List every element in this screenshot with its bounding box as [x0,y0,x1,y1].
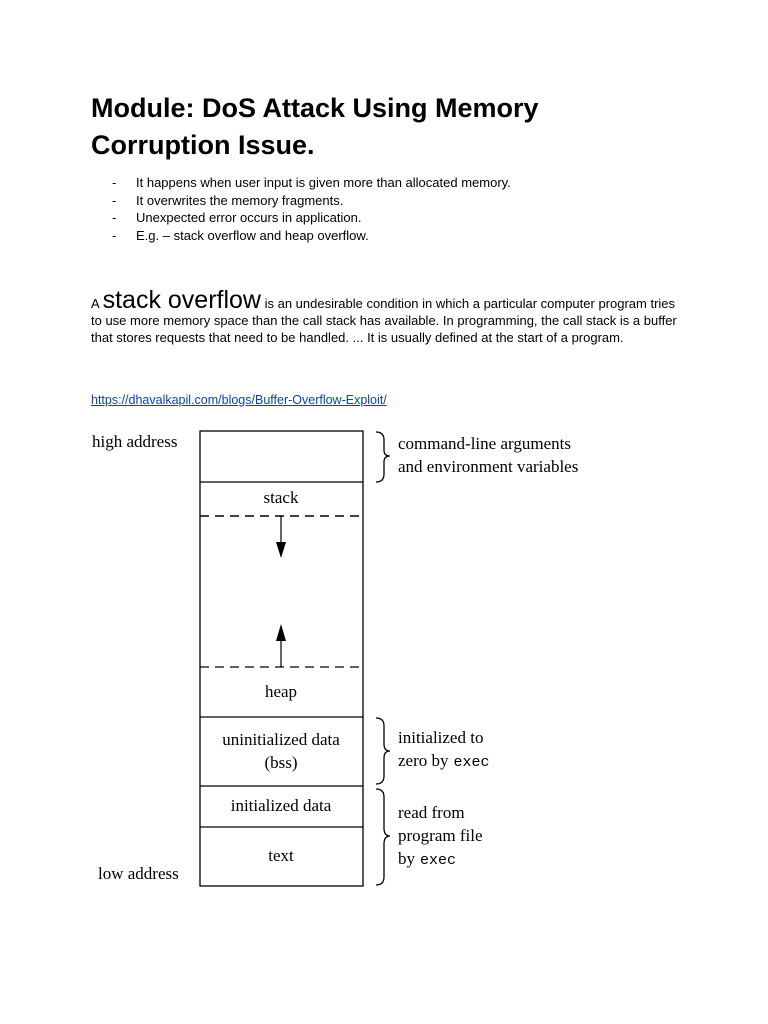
paragraph-term: stack overflow [102,286,261,314]
exec-keyword: exec [420,852,457,869]
read-annotation-line3 [398,849,456,869]
bullet-marker: - [112,227,117,243]
brace-icon [376,718,390,784]
up-arrow-icon [276,624,286,641]
list-item-text: It overwrites the memory fragments. [136,192,344,208]
bss-sublabel: (bss) [264,753,298,772]
reference-link[interactable]: https://dhavalkapil.com/blogs/Buffer-Overflow-Exploit/ [91,393,387,407]
read-annotation: read from [398,803,465,822]
text-segment-label: text [268,846,294,865]
low-address-label: low address [98,864,179,883]
initialized-data-label: initialized data [230,796,332,815]
paragraph-lead: A [91,296,99,311]
bullet-marker: - [112,192,117,208]
paragraph-body: is an undesirable condition in which a particular computer program tries to use more memory space than the call stack has available. In programming, the call stack is a buffer that stores requests that need to be handled. ... It is usually defined at the start of a program. [91,296,677,345]
list-item-text: It happens when user input is given more than allocated memory. [136,175,511,190]
exec-keyword: exec [453,754,490,771]
init-zero-annotation: initialized to [398,728,484,747]
high-address-label: high address [92,432,178,451]
read-annotation-line2: program file [398,826,483,845]
list-item-text: Unexpected error occurs in application. [136,210,362,225]
list-item-text: E.g. – stack overflow and heap overflow. [136,227,369,243]
brace-icon [376,789,390,885]
bss-label: uninitialized data [222,730,340,749]
heap-label: heap [264,682,298,701]
down-arrow-icon [276,542,286,558]
brace-icon [376,432,390,482]
bullet-marker: - [112,210,117,225]
bullet-marker: - [112,175,117,190]
annotation-text: zero by [398,751,449,770]
page-title: Module: DoS Attack Using Memory Corruption Issue. [91,93,539,160]
args-annotation: command-line arguments [398,434,571,453]
annotation-text: by [398,849,415,868]
init-zero-annotation-line2 [398,751,490,771]
stack-label: stack [263,488,299,507]
env-annotation: and environment variables [398,457,579,476]
